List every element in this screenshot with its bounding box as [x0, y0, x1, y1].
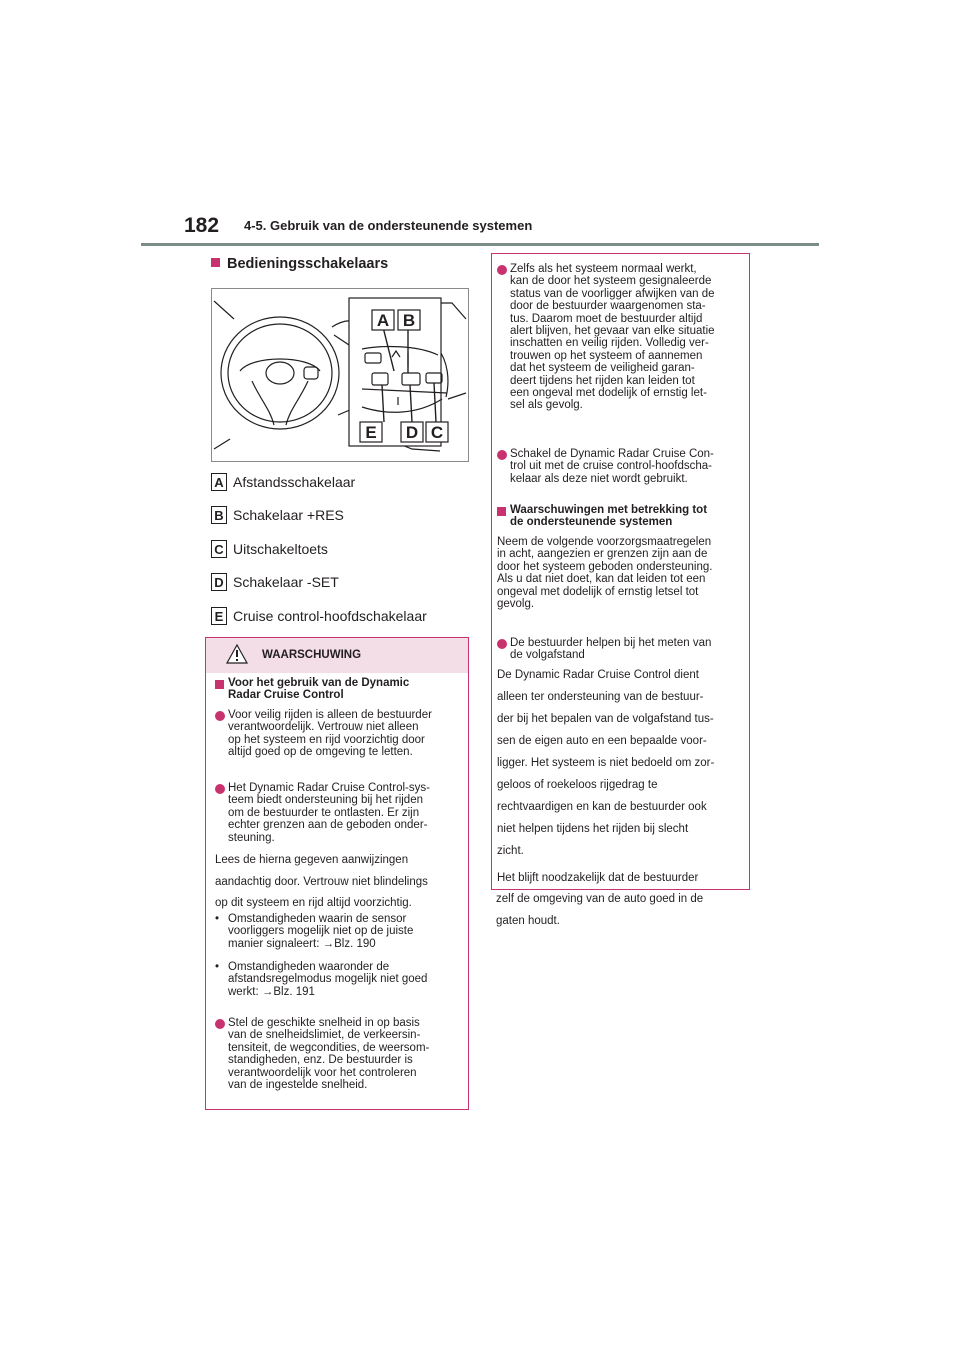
- warning-triangle-icon: [226, 644, 248, 664]
- bullet-dot-icon: [497, 450, 507, 460]
- right-para1-line-4: sen de eigen auto en een bepaalde voor-: [497, 735, 707, 747]
- warning-title: WAARSCHUWING: [262, 649, 362, 661]
- legend-badge: D: [211, 573, 227, 591]
- legend-text: Schakelaar -SET: [233, 574, 339, 590]
- page-number: 182: [184, 214, 220, 237]
- legend-item-c: [211, 540, 328, 558]
- figure-label-a: A: [376, 311, 390, 330]
- warning-point-text: Stel de geschikte snelheid in op basis van de snelheidslimiet, de verkeersin- tensiteit, de wegcondities, de weersom- standigheden, enz. De bestuurder is verantwoordelijk voor het controleren van de ingestelde snelheid.: [228, 1017, 430, 1092]
- right-point-text: Zelfs als het systeem normaal werkt, kan de door het systeem gesignaleerde status van de voorligger afwijken van de door de bestuurder waargenomen sta- tus. Daarom moet de bestuurder altijd alert blijven, het gevaar van elke situatie inschatten en veilig rijden. Volledig ver- trouwen op het systeem of aannemen dat het systeem de veiligheid garan- deert tijdens het rijden kan leiden tot een ongeval met dodelijk of ernstig let- sel als gevolg.: [510, 263, 715, 412]
- legend-badge: B: [211, 506, 227, 524]
- legend-text: Cruise control-hoofdschakelaar: [233, 608, 427, 624]
- warning-box: WAARSCHUWING Voor het gebruik van de Dynamic Radar Cruise Control Voor veilig rijden is alleen de bestuurder verantwoordelijk. Vertrouw niet alleen op het systeem en rijd voorzichtig door altijd goed op de omgeving te letten. Het Dynamic Radar Cruise Control-sys- teem biedt ondersteuning bij het rijden om de bestuurder te ontlasten. Er zijn echter grenzen aan de geboden onder- steuning. Lees de hierna gegeven aanwijzingen aandachtig door. Vertrouw niet blindelings op dit systeem en rijd altijd voorzichtig. • Omstandigheden waarin de sensor voorliggers mogelijk niet op de juiste manier signaleert: →Blz. 190 • Omstandigheden waaronder de afstandsregelmodus mogelijk niet goed werkt: →Blz. 191 Stel de geschikte snelheid in op basis van de snelheidslimiet, de verkeersin- tensiteit, de wegcondities, de weersom- standigheden, enz. De bestuurder is verantwoordelijk voor het controleren van de ingestelde snelheid.: [205, 637, 469, 1110]
- warning-para-line-1: Lees de hierna gegeven aanwijzingen: [215, 854, 409, 866]
- warning-bullet-text: Omstandigheden waaronder de afstandsregelmodus mogelijk niet goed werkt: →Blz. 191: [228, 961, 428, 998]
- figure-label-d: D: [405, 423, 419, 442]
- bullet-dot-icon: [215, 784, 225, 794]
- section-title: 4-5. Gebruik van de ondersteunende systemen: [244, 218, 533, 233]
- figure-label-b: B: [402, 311, 416, 330]
- legend-item-d: [211, 573, 339, 591]
- figure-label-c: C: [430, 423, 444, 442]
- legend-badge: C: [211, 540, 227, 558]
- right-point-text: Schakel de Dynamic Radar Cruise Con- trol uit met de cruise control-hoofdscha- kelaar als deze niet wordt gebruikt.: [510, 448, 714, 485]
- section-square-icon: [215, 680, 224, 689]
- steering-wheel-figure: [211, 288, 469, 462]
- section-square-icon: [497, 507, 506, 516]
- bullet-dot-icon: [497, 639, 507, 649]
- warning-para-line-2: aandachtig door. Vertrouw niet blindelings: [215, 876, 428, 888]
- right-para2-line-2: zelf de omgeving van de auto goed in de: [496, 893, 704, 905]
- controls-heading-text: Bedieningsschakelaars: [227, 256, 389, 272]
- legend-badge: E: [211, 607, 227, 625]
- legend-text: Uitschakeltoets: [233, 541, 328, 557]
- bullet-dot-icon: [497, 265, 507, 275]
- legend-text: Schakelaar +RES: [233, 507, 344, 523]
- steering-wheel-illustration: [212, 289, 468, 461]
- right-subheading-text: Waarschuwingen met betrekking tot de ondersteunende systemen: [510, 504, 708, 529]
- bullet-dot-icon: [215, 1019, 225, 1029]
- section-square-icon: [211, 258, 220, 267]
- legend-item-e: [211, 607, 427, 625]
- warning-point-text: Voor veilig rijden is alleen de bestuurder verantwoordelijk. Vertrouw niet alleen op het systeem en rijd voorzichtig door altijd goed op de omgeving te letten.: [228, 709, 432, 759]
- warning-bullet-text: Omstandigheden waarin de sensor voorliggers mogelijk niet op de juiste manier signaleert: →Blz. 190: [228, 913, 414, 950]
- controls-heading: [211, 256, 388, 272]
- header-rule: [141, 243, 819, 246]
- warning-para-line-3: op dit systeem en rijd altijd voorzichtig.: [215, 897, 412, 909]
- right-para1-line-8: niet helpen tijdens het rijden bij slecht: [497, 823, 689, 835]
- legend-text: Afstandsschakelaar: [233, 474, 356, 490]
- right-para1-line-7: rechtvaardigen en kan de bestuurder ook: [497, 801, 707, 813]
- legend-item-a: [211, 473, 355, 491]
- warning-subheading-text: Voor het gebruik van de Dynamic Radar Cruise Control: [228, 677, 410, 702]
- warning-header: [206, 638, 468, 673]
- right-para1-line-6: geloos of roekeloos rijgedrag te: [497, 779, 658, 791]
- figure-label-e: E: [365, 423, 377, 442]
- right-para1-line-3: der bij het bepalen van de volgafstand tus-: [497, 713, 714, 725]
- legend-badge: A: [211, 473, 227, 491]
- bullet-dot-icon: [215, 711, 225, 721]
- right-intro: Neem de volgende voorzorgsmaatregelen in acht, aangezien er grenzen zijn aan de door het systeem geboden ondersteuning. Als u dat niet doet, kan dat leiden tot een ongeval met dodelijk of ernstig letsel tot gevolg.: [497, 536, 713, 611]
- right-para1-line-2: alleen ter ondersteuning van de bestuur-: [497, 691, 704, 703]
- right-warning-box: [491, 253, 750, 890]
- right-para1-line-1: De Dynamic Radar Cruise Control dient: [497, 669, 699, 681]
- right-para1-line-9: zicht.: [497, 845, 524, 857]
- warning-point-text: Het Dynamic Radar Cruise Control-sys- teem biedt ondersteuning bij het rijden om de bestuurder te ontlasten. Er zijn echter grenzen aan de geboden onder- steuning.: [228, 782, 430, 844]
- right-para2-line-3: gaten houdt.: [496, 915, 560, 927]
- legend-item-b: [211, 506, 344, 524]
- right-para2-line-1: Het blijft noodzakelijk dat de bestuurder: [497, 872, 699, 884]
- right-point-text: De bestuurder helpen bij het meten van de volgafstand: [510, 637, 712, 662]
- right-para1-line-5: ligger. Het systeem is niet bedoeld om zor-: [497, 757, 715, 769]
